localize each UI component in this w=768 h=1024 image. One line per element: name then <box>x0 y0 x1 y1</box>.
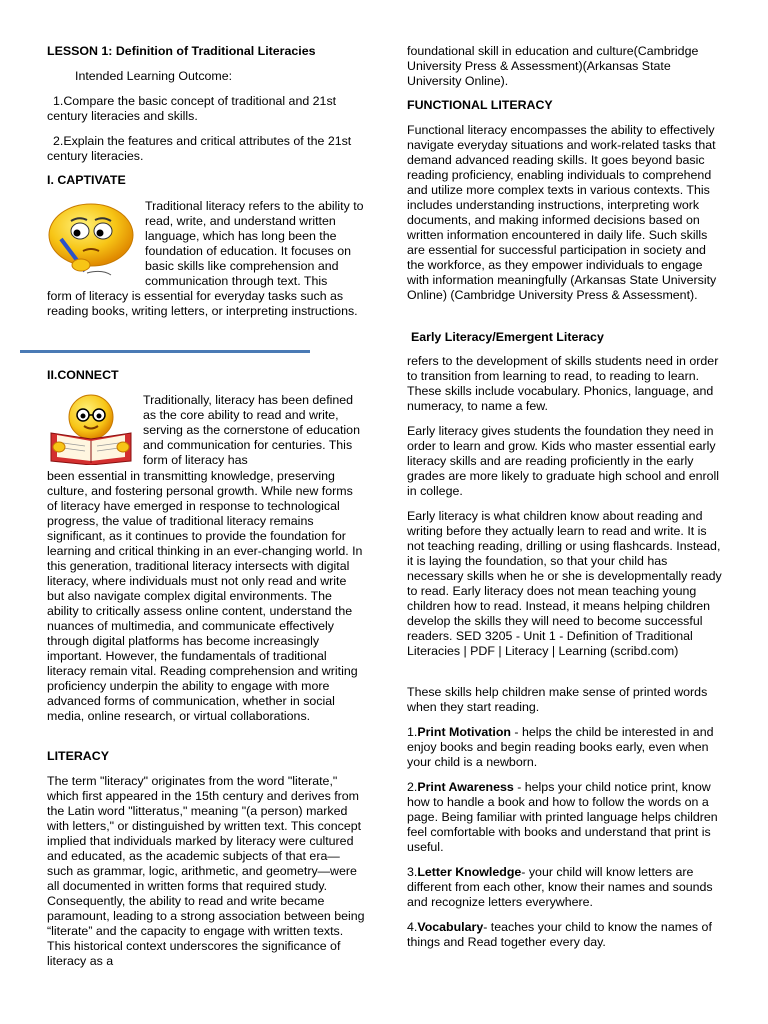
outcome-2: 2.Explain the features and critical attributes of the 21st century literacies. <box>47 134 352 163</box>
early-literacy-p1: refers to the development of skills students need in order to transition from learning to read, to reading to learn. These skills include vocabulary. Phonics, language, and numeracy, to name a few. <box>407 354 719 413</box>
emoji-reading-book-icon <box>47 393 143 469</box>
early-literacy-p2: Early literacy gives students the foundation they need in order to learn and grow. Kids who master essential early literacy skills and are reading proficiently in the early grades are more likely to graduate high school and enroll in college. <box>407 424 720 498</box>
list-item: 4.Vocabulary- teaches your child to know the names of things and Read together every day. <box>407 920 712 949</box>
list-item: 3.Letter Knowledge- your child will know letters are different from each other, know their names and sounds and recognize letters everywhere. <box>407 865 713 909</box>
functional-literacy-text: Functional literacy encompasses the ability to effectively navigate everyday situations and work-related tasks that demand advanced reading skills. It goes beyond basic reading proficiency, enabling individuals to comprehend and utilize more complex texts in various contexts. This includes understanding instructions, interpreting work documents, and making informed decisions based on written information encountered in daily life. Such skills are essential for successful participation in society and the workforce, as they empower individuals to engage with information meaningfully (Arkansas State University Online) (Cambridge University Press & Assessment). <box>407 123 717 302</box>
captivate-section <box>47 199 365 319</box>
early-literacy-p3: Early literacy is what children know about reading and writing before they actually learn to read and write. It is not teaching reading, drilling or using flashcards. Instead, it is laying the foundation, so that your child has necessary skills when he or she is developmentally ready to read. Early literacy does not mean teaching young children how to read. Instead, it means helping children develop the skills they will need to become successful readers. SED 3205 - Unit 1 - Definition of Traditional Literacies | PDF | Literacy | Learning (scribd.com) <box>407 509 722 658</box>
early-literacy-heading: Early Literacy/Emergent Literacy <box>411 330 604 344</box>
skills-intro: These skills help children make sense of printed words when they start reading. <box>407 685 708 714</box>
literacy-heading: LITERACY <box>47 749 109 763</box>
lesson-title: LESSON 1: Definition of Traditional Literacies <box>47 44 316 58</box>
thinking-emoji-writing-icon <box>47 199 145 289</box>
continuation-text: foundational skill in education and culture(Cambridge University Press & Assessment)(Arkansas State University Online). <box>407 44 699 88</box>
section-divider <box>20 350 310 353</box>
functional-literacy-heading: FUNCTIONAL LITERACY <box>407 98 553 112</box>
captivate-heading: I. CAPTIVATE <box>47 173 126 187</box>
list-item: 1.Print Motivation - helps the child be interested in and enjoy books and begin reading books early, even when your child is a newborn. <box>407 725 714 769</box>
connect-section <box>47 393 365 724</box>
list-item: 2.Print Awareness - helps your child notice print, know how to handle a book and how to follow the words on a page. Being familiar with printed language helps children feel comfortable with books and understand that print is useful. <box>407 780 718 854</box>
connect-text-wrap: Traditionally, literacy has been defined as the core ability to read and write, serving as the cornerstone of education and communication for centuries. This form of literacy has <box>143 393 360 467</box>
ilo-label: Intended Learning Outcome: <box>75 69 233 83</box>
captivate-text-full: form of literacy is essential for everyday tasks such as reading books, writing letters, or interpreting instructions. <box>47 289 358 318</box>
literacy-text: The term "literacy" originates from the word "literate," which first appeared in the 15th century and derives from the Latin word "litteratus," meaning "(a person) marked with letters," or distinguished by written text. This concept implied that individuals marked by literacy were cultured and educated, as the academic subjects of that era—such as grammar, logic, arithmetic, and geometry—were all documented in written forms that required study. Consequently, the ability to read and write became paramount, leading to a strong association between being “literate” and the capacity to engage with written texts. This historical context underscores the significance of literacy as a <box>47 774 365 968</box>
connect-text-full: been essential in transmitting knowledge, preserving culture, and fostering personal growth. While new forms of literacy have emerged in response to technological progress, the value of traditional literacy remains significant, as it continues to provide the foundation for learning and critical thinking in an ever-changing world. In this generation, traditional literacy intersects with digital literacy, where individuals must not only read and write but also navigate complex digital environments. The ability to critically assess online content, understand the nuances of multimedia, and communicate effectively through digital platforms has become increasingly important. However, the fundamentals of traditional literacy remain vital. Reading comprehension and writing proficiency underpin the ability to engage with more advanced forms of communication, whether in social media, online research, or virtual collaborations. <box>47 469 363 723</box>
outcome-1: 1.Compare the basic concept of traditional and 21st century literacies and skills. <box>47 94 337 123</box>
connect-heading: II.CONNECT <box>47 368 119 382</box>
captivate-text-wrap: Traditional literacy refers to the ability to read, write, and understand written language, which has long been the foundation of education. It focuses on basic skills like comprehension and communication through text. This <box>145 199 364 288</box>
